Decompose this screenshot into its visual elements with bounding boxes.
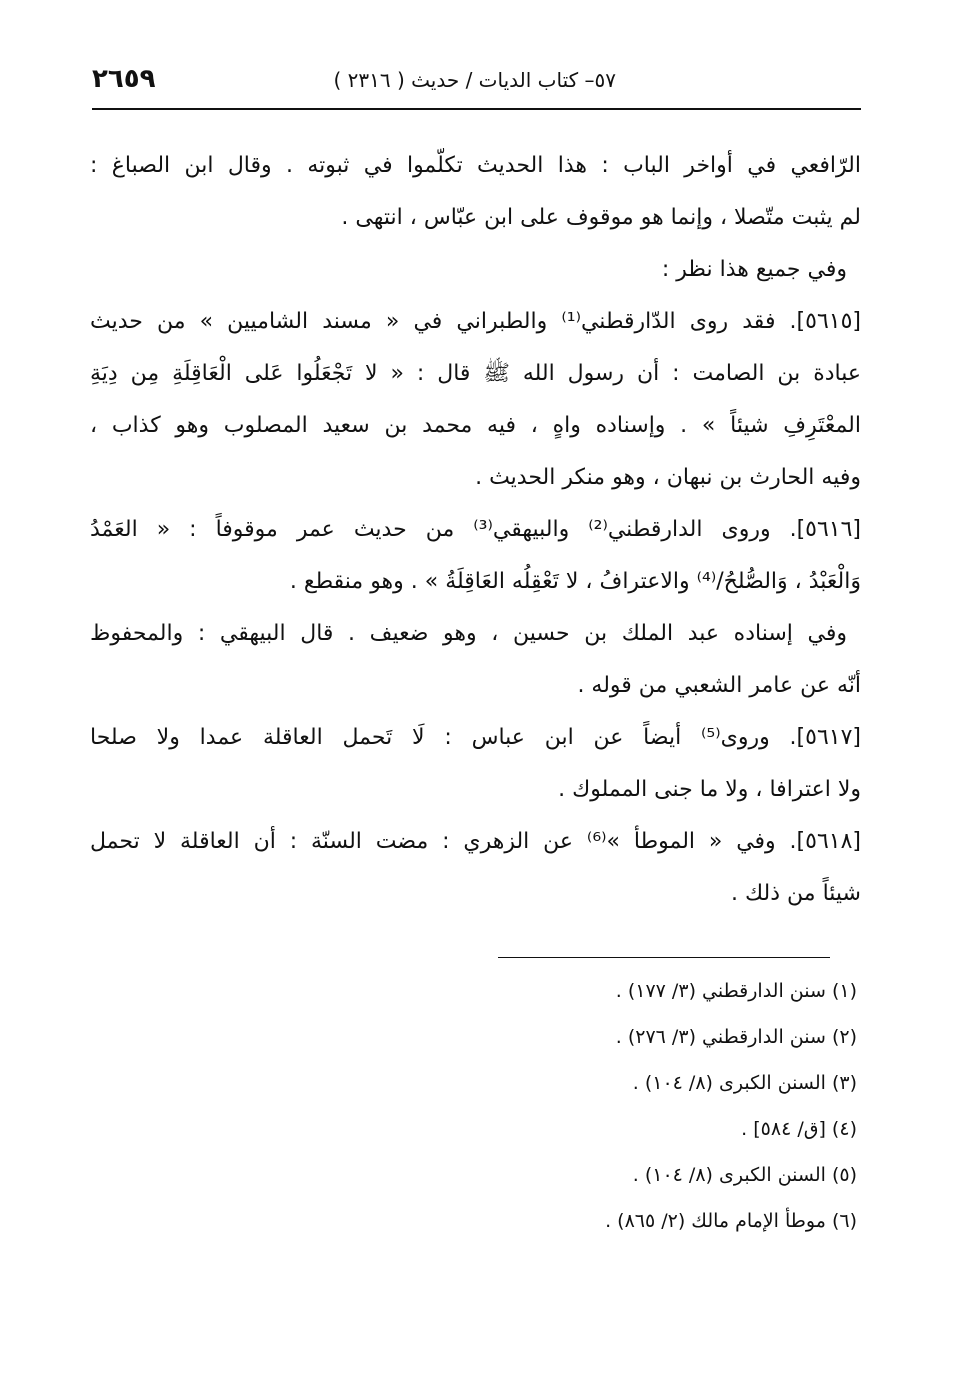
footnote: (٥) السنن الكبرى (٨/ ١٠٤) . bbox=[632, 1164, 857, 1186]
text-line: الرّافعي في أواخر الباب : هذا الحديث تكلّموا في ثبوته . وقال ابن الصباغ : bbox=[90, 153, 861, 178]
page-number: ٢٦٥٩ bbox=[92, 64, 156, 94]
text-line: أنّه عن عامر الشعبي من قوله . bbox=[577, 673, 861, 698]
footnote: (٦) موطأ الإمام مالك (٢/ ٨٦٥) . bbox=[605, 1210, 857, 1232]
text-line: وفي إسناده عبد الملك بن حسين ، وهو ضعيف . قال البيهقي : والمحفوظ bbox=[90, 621, 847, 646]
text-line: وفيه الحارث بن نبهان ، وهو منكر الحديث . bbox=[475, 465, 861, 490]
footnote: (٤) [ق/ ٥٨٤] . bbox=[741, 1118, 857, 1140]
running-title: ٥٧– كتاب الديات / حديث ( ٢٣١٦ ) bbox=[333, 68, 616, 92]
text-line: وفي جميع هذا نظر : bbox=[661, 257, 847, 282]
text-line: وَالْعَبْدُ ، وَالصُّلحُ/⁽⁴⁾ والاعترافُ ، لا تَعْقِلُه العَاقِلَةُ » . وهو منقطع . bbox=[289, 569, 861, 594]
text-line: لم يثبت متّصلا ، وإنما هو موقوف على ابن عبّاس ، انتهى . bbox=[341, 205, 861, 230]
header-rule bbox=[92, 108, 861, 110]
footnote: (٣) السنن الكبرى (٨/ ١٠٤) . bbox=[632, 1072, 857, 1094]
text-line: [٥٦١٧]. وروى⁽⁵⁾ أيضاً عن ابن عباس : لَا تَحمل العاقلة عمدا ولا صلحا bbox=[90, 725, 861, 750]
text-line: ولا اعترافا ، ولا ما جنى المملوك . bbox=[558, 777, 861, 802]
text-line: شيئاً من ذلك . bbox=[731, 881, 861, 906]
footnote: (٢) سنن الدارقطني (٣/ ٢٧٦) . bbox=[615, 1026, 857, 1048]
text-line: عبادة بن الصامت : أن رسول الله ﷺ قال : « لا تَجْعَلُوا عَلى الْعَاقِلَةِ مِن دِيَةِ bbox=[90, 361, 861, 386]
text-line: المعْتَرِفِ شيئاً » . وإسناده واهٍ ، فيه محمد بن سعيد المصلوب وهو كذاب ، bbox=[90, 413, 861, 438]
footnote-separator bbox=[498, 957, 830, 958]
footnote: (١) سنن الدارقطني (٣/ ١٧٧) . bbox=[615, 980, 857, 1002]
text-line: [٥٦١٥]. فقد روى الدّارقطني⁽¹⁾ والطبراني في « مسند الشاميين » من حديث bbox=[90, 309, 861, 334]
page-header bbox=[92, 62, 861, 106]
text-line: [٥٦١٦]. وروى الدارقطني⁽²⁾ والبيهقي⁽³⁾ من حديث عمر موقوفاً : « العَمْدُ bbox=[90, 517, 862, 542]
text-line: [٥٦١٨]. وفي « الموطأ »⁽⁶⁾ عن الزهري : مضت السنّة : أن العاقلة لا تحمل bbox=[90, 829, 861, 854]
